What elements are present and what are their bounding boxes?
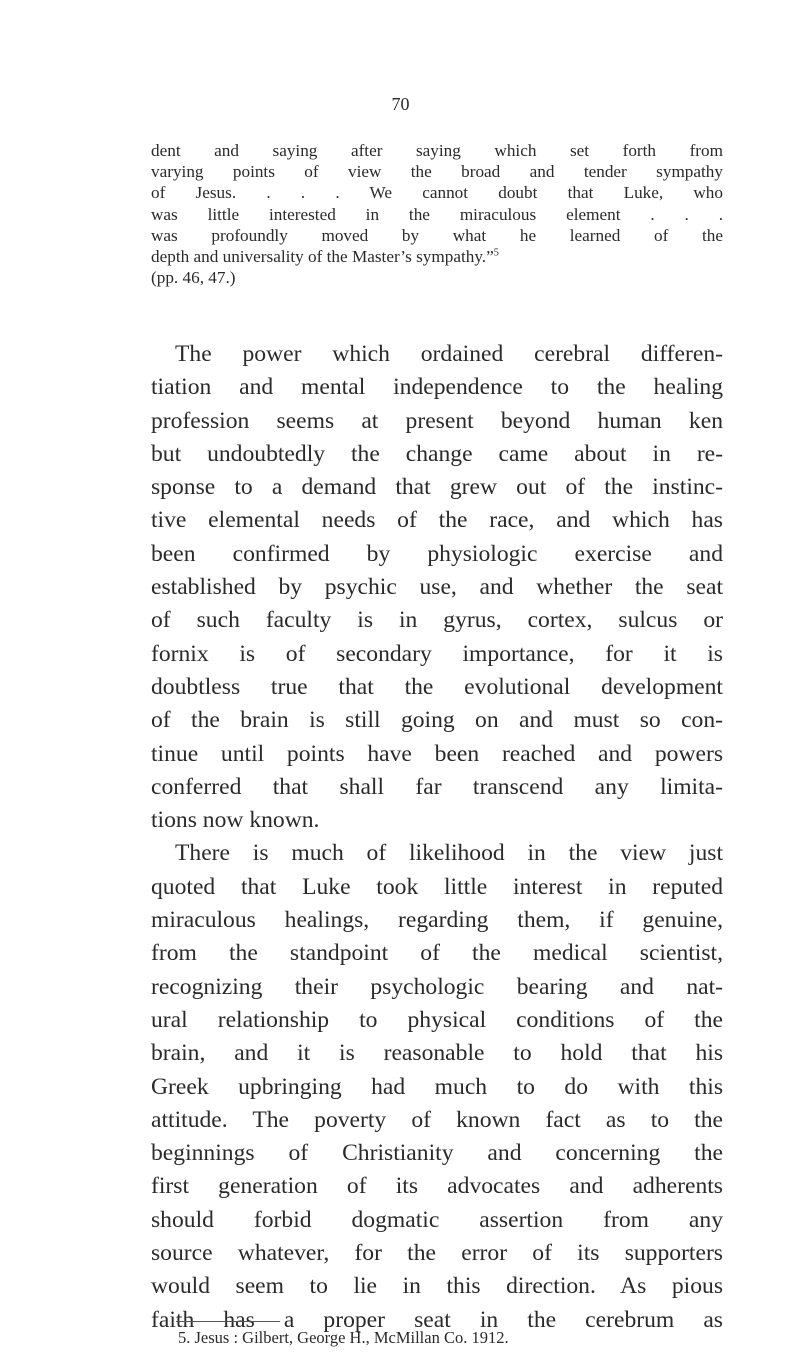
body-line: from the standpoint of the medical scientist, [151,940,723,967]
body-line: tions now known. [151,807,320,834]
body-line: fornix is of secondary importance, for it is [151,640,723,667]
page-number: 70 [391,94,410,114]
quote-line: was profoundly moved by what he learned of the [151,225,723,245]
body-line: of such faculty is in gyrus, cortex, sulcus or [151,607,723,634]
body-line: of the brain is still going on and must so con- [151,707,723,734]
body-line: recognizing their psychologic bearing and nat- [151,973,723,1000]
body-line: been confirmed by physiologic exercise and [151,540,723,567]
body-line: doubtless true that the evolutional development [151,673,723,700]
body-line: brain, and it is reasonable to hold that his [151,1040,723,1067]
body-line: tiation and mental independence to the healing [151,374,723,401]
quote-line: was little interested in the miraculous element . . . [151,204,723,224]
block-quote [151,140,723,288]
quote-line: varying points of view the broad and tender sympathy [151,162,723,182]
body-line: source whatever, for the error of its supporters [151,1240,723,1267]
body-line: tive elemental needs of the race, and which has [151,507,723,534]
body-line: miraculous healings, regarding them, if genuine, [151,907,723,934]
footnote: 5. Jesus : Gilbert, George H., McMillan Co. 1912. [178,1328,509,1347]
body-line: attitude. The poverty of known fact as to the [151,1106,723,1133]
body-text [151,338,723,1337]
body-line: should forbid dogmatic assertion from any [151,1206,723,1233]
body-line: ural relationship to physical conditions of the [151,1006,723,1033]
quote-line-text: depth and universality of the Master’s sympathy.” [151,247,494,267]
footnote-divider [176,1321,280,1322]
body-line: first generation of its advocates and adherents [151,1173,723,1200]
body-line: Greek upbringing had much to do with this [151,1073,723,1100]
body-line: sponse to a demand that grew out of the instinc- [151,474,723,501]
body-line: but undoubtedly the change came about in re- [151,440,723,467]
body-line: profession seems at present beyond human ken [151,407,723,434]
body-line: established by psychic use, and whether the seat [151,574,723,601]
quote-line [151,246,723,267]
quote-line: dent and saying after saying which set forth from [151,141,723,160]
body-line: tinue until points have been reached and powers [151,740,723,767]
body-line: There is much of likelihood in the view just [175,840,723,867]
footnote-marker: 5 [493,247,499,259]
body-line: beginnings of Christianity and concerning the [151,1140,723,1167]
body-line: faith has a proper seat in the cerebrum as [151,1306,723,1333]
body-line: The power which ordained cerebral differen- [175,341,723,367]
quote-line: (pp. 46, 47.) [151,268,236,288]
body-line: quoted that Luke took little interest in reputed [151,873,723,900]
quote-line: of Jesus. . . . We cannot doubt that Luke, who [151,183,723,203]
body-line: conferred that shall far transcend any limita- [151,773,723,800]
body-line: would seem to lie in this direction. As pious [151,1273,723,1300]
